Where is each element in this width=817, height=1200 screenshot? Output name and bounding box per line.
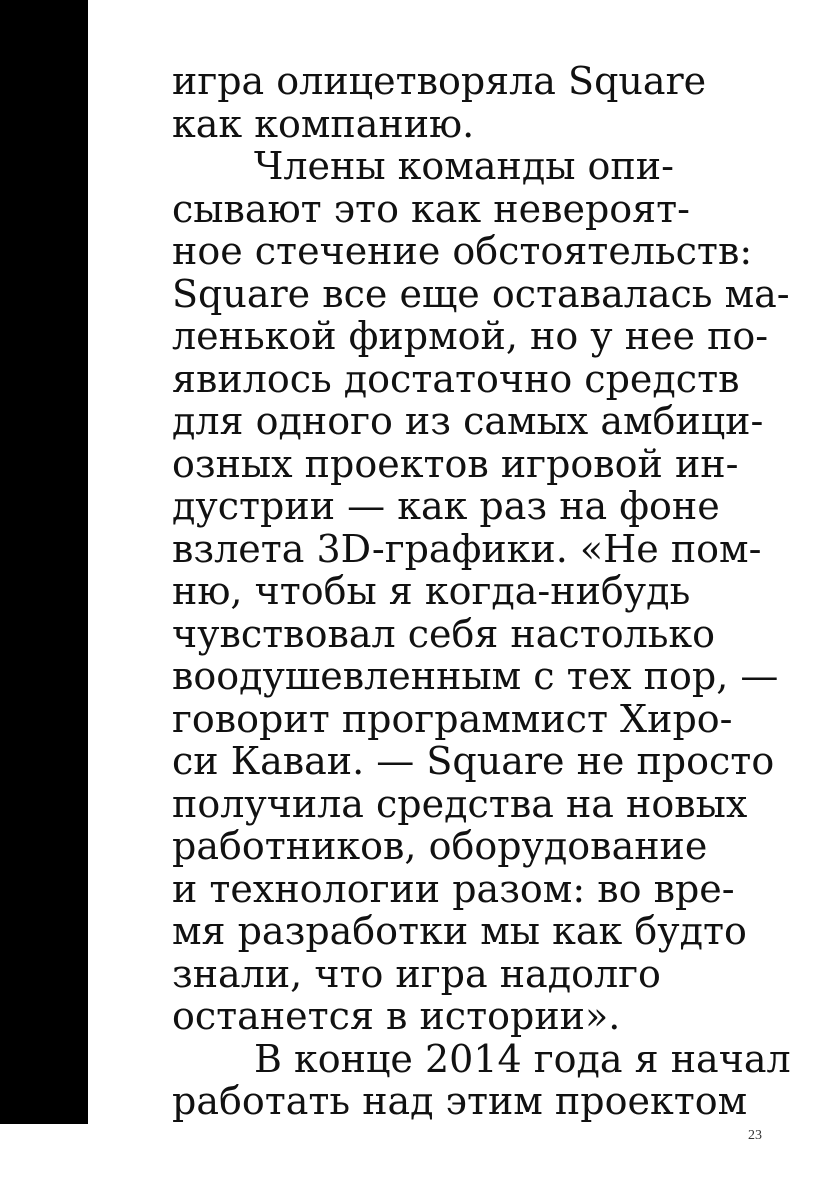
text-line: ню, чтобы я когда-нибудь (172, 569, 691, 613)
text-line: сывают это как невероят- (172, 186, 690, 231)
paragraph-start-line: Члены команды опи- (254, 144, 674, 188)
paragraph-start-line: В конце 2014 года я начал (254, 1036, 791, 1081)
text-line: игра олицетворяла Square (172, 59, 707, 103)
text-line: для одного из самых амбици- (172, 399, 764, 443)
text-line: ленькой фирмой, но у нее по- (172, 314, 769, 358)
text-line: останется в истории». (172, 994, 621, 1038)
text-line: взлета 3D-графики. «Не пом- (172, 526, 762, 571)
text-line: мя разработки мы как будто (172, 909, 747, 953)
text-line: явилось достаточно средств (172, 356, 740, 401)
text-line: озных проектов игровой ин- (172, 441, 739, 486)
text-line: воодушевленным с тех пор, — (172, 654, 779, 698)
text-line: работников, оборудование (172, 824, 708, 868)
text-line: и технологии разом: во вре- (172, 866, 735, 911)
text-line: чувствовал себя настолько (172, 611, 716, 656)
text-line: си Каваи. — Square не просто (172, 739, 775, 783)
text-line: как компанию. (172, 101, 475, 146)
text-line: говорит программист Хиро- (172, 696, 733, 741)
left-black-bar (0, 0, 88, 1124)
body-text (172, 60, 802, 1123)
text-line: дустрии — как раз на фоне (172, 484, 720, 528)
text-line: работать над этим проектом (172, 1079, 748, 1123)
text-line: получила средства на новых (172, 781, 748, 826)
page-number: 23 (748, 1128, 762, 1143)
text-line: Square все еще оставалась ма- (172, 271, 790, 316)
text-line: знали, что игра надолго (172, 951, 661, 996)
text-line: ное стечение обстоятельств: (172, 229, 753, 273)
